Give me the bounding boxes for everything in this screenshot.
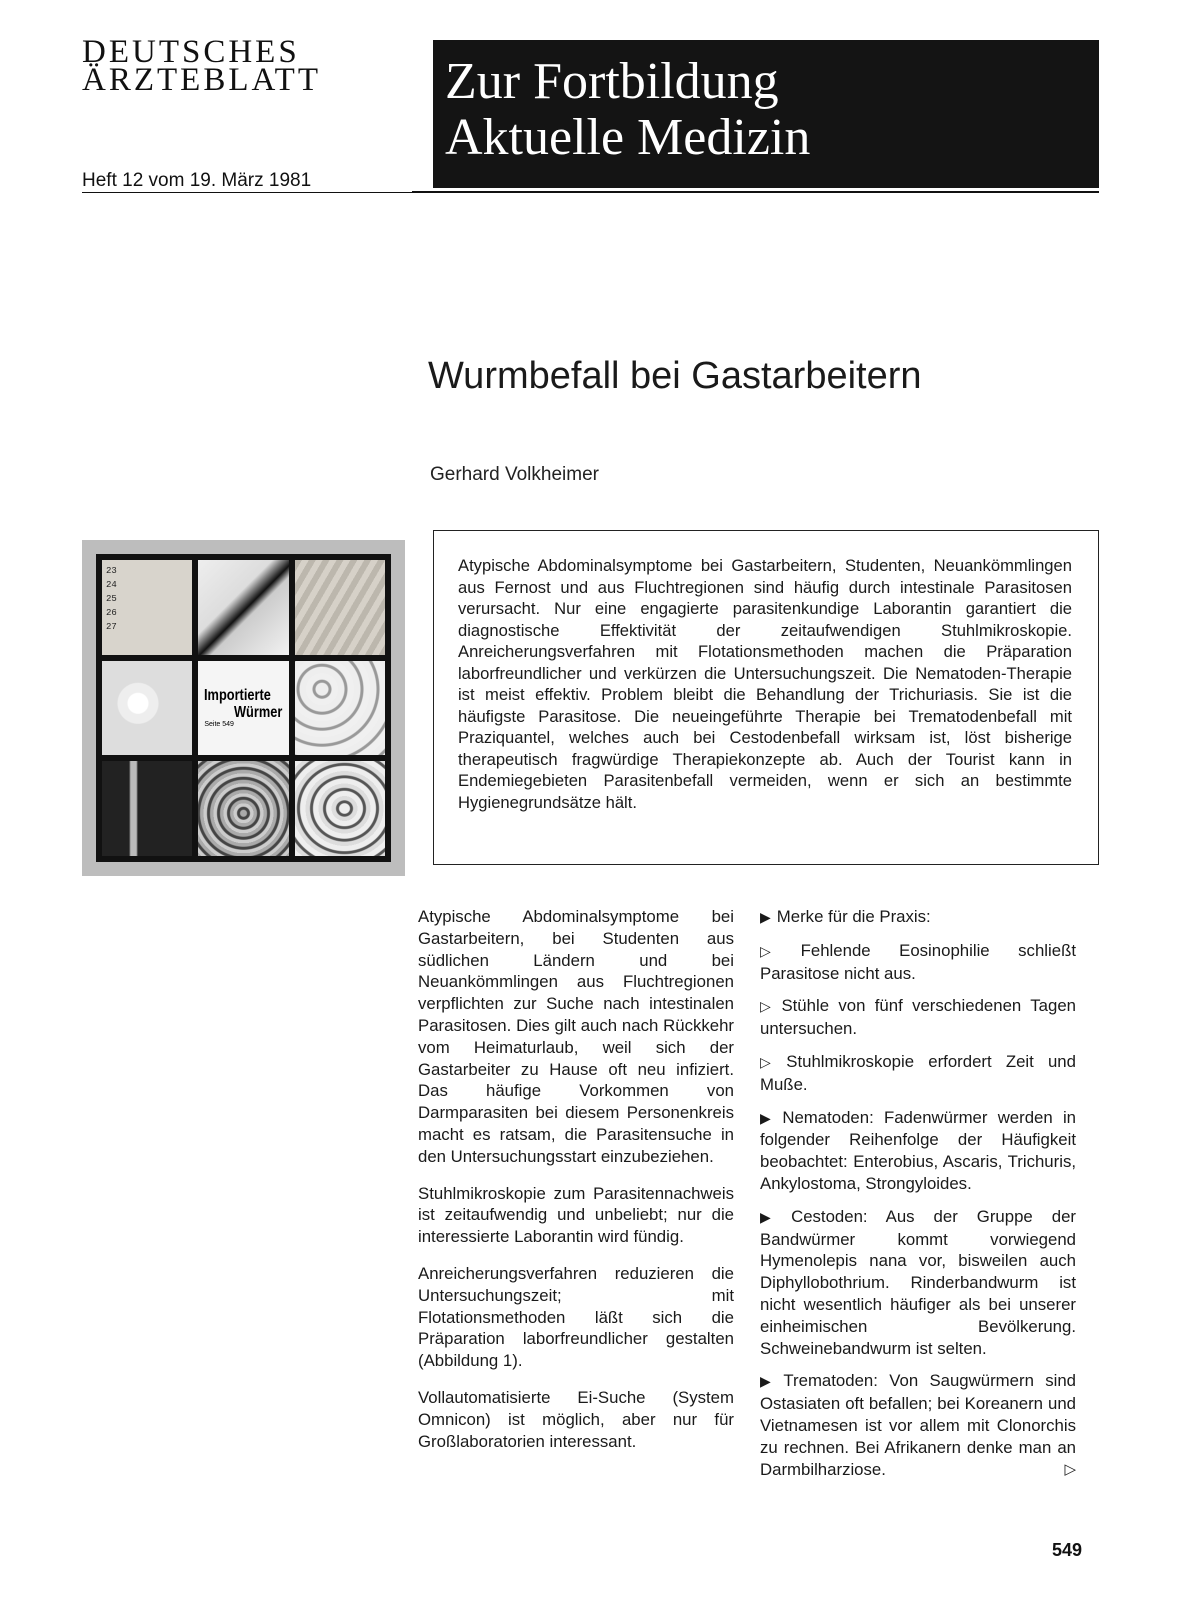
photo-tile-roundworms: [295, 761, 385, 856]
section-banner: [433, 40, 1099, 188]
list-item: [760, 906, 1076, 929]
list-item-text: Merke für die Praxis:: [776, 907, 931, 926]
page-number: 549: [1052, 1540, 1083, 1560]
list-item-text: Trematoden: Von Saugwürmern sind Ostasiaten oft befallen; bei Koreanern und Vietnamesen ist vor allem mit Clonorchis zu rechnen. Bei Afrikanern denke man an Darmbilharziose.: [760, 1371, 1076, 1479]
scale-label: 25: [106, 594, 117, 604]
list-item: [760, 940, 1076, 985]
masthead-line1: DEUTSCHES: [82, 34, 300, 70]
cover-title-tile: [198, 661, 288, 756]
list-item-text: Stühle von fünf verschiedenen Tagen untersuchen.: [760, 996, 1076, 1039]
list-item-text: Stuhlmikroskopie erfordert Zeit und Muße.: [760, 1051, 1076, 1094]
list-item-text: Nematoden: Fadenwürmer werden in folgender Reihenfolge der Häufigkeit beobachtet: Enterobius, Ascaris, Trichuris, Ankylostoma, Strongyloides.: [760, 1107, 1076, 1193]
filled-triangle-icon: ▶: [760, 1109, 777, 1126]
list-item: [760, 1107, 1076, 1195]
body-paragraph: Atypische Abdominalsymptome bei Gastarbeitern, bei Studenten aus südlichen Ländern und bei Neuankömmlingen aus Fluchtregionen verpflichten zur Suche nach intestinalen Parasitosen. Dies gilt auch nach Rückkehr vom Heimaturlaub, weil sich der Gastarbeiter zu Hause oft neu infiziert. Das häufige Vorkommen von Darmparasiten bei diesem Personenkreis macht es ratsam, die Parasitensuche in den Untersuchungsstart einzubeziehen.: [418, 907, 734, 1166]
banner-line2: Aktuelle Medizin: [445, 109, 811, 166]
article-title: Wurmbefall bei Gastarbeitern: [428, 355, 922, 397]
filled-triangle-icon: ▶: [760, 1208, 786, 1225]
masthead-line2: ÄRZTEBLATT: [82, 62, 321, 98]
filled-triangle-icon: ▶: [760, 909, 771, 925]
cover-page-ref: Seite 549: [204, 721, 234, 729]
list-item-text: Fehlende Eosinophilie schließt Parasitose nicht aus.: [760, 940, 1076, 983]
masthead: [82, 34, 402, 98]
photo-tile-worm: [198, 560, 288, 655]
photo-tile-coiled-worms: [198, 761, 288, 856]
list-item: [760, 1206, 1076, 1360]
issue-rule: [82, 192, 412, 193]
list-item: [760, 995, 1076, 1040]
outline-triangle-icon: ▷: [760, 942, 795, 959]
issue-date: Heft 12 vom 19. März 1981: [82, 170, 312, 191]
photo-tile-tapeworm: [102, 761, 192, 856]
scale-label: 26: [106, 608, 117, 618]
banner-line1: Zur Fortbildung: [445, 53, 779, 110]
body-paragraph: Anreicherungsverfahren reduzieren die Untersuchungszeit; mit Flotationsmethoden läßt sich die Präparation laborfreundlicher gestalten (Abbildung 1).: [418, 1263, 734, 1371]
photo-tile-microscopy: [102, 661, 192, 756]
photo-tile-texture: [295, 560, 385, 655]
scale-labels: [106, 564, 117, 634]
cover-title-line2: Würmer: [234, 704, 283, 722]
outline-triangle-icon: ▷: [760, 1053, 781, 1070]
list-item-text: Cestoden: Aus der Gruppe der Bandwürmer kommt vorwiegend Hymenolepis nana vor, bisweilen auch Diphyllobothrium. Rinderbandwurm ist nicht wesentlich häufiger als bei unserer einheimischen Bevölkerung. Schweinebandwurm ist selten.: [760, 1206, 1076, 1358]
list-item: [760, 1051, 1076, 1096]
body-paragraph: Vollautomatisierte Ei-Suche (System Omnicon) ist möglich, aber nur für Großlaboratorien interessant.: [418, 1387, 734, 1451]
header-rule: [412, 191, 1099, 193]
outline-triangle-icon: ▷: [760, 998, 776, 1015]
cover-image: [82, 540, 405, 876]
body-column-1: [418, 906, 734, 1467]
cover-title-line1: Importierte: [204, 687, 272, 705]
scale-label: 27: [106, 622, 117, 632]
scale-label: 23: [106, 566, 117, 576]
cover-photo-grid: [96, 554, 391, 862]
list-item: [760, 1370, 1076, 1480]
article-author: Gerhard Volkheimer: [430, 464, 599, 485]
abstract-box: Atypische Abdominalsymptome bei Gastarbeitern, Studenten, Neuankömmlingen aus Fernost und aus Fluchtregionen sind häufig durch intestinale Parasitosen verursacht. Nur eine engagierte parasitenkundige Laborantin garantiert die diagnostische Effektivität der zeitaufwendigen Stuhlmikroskopie. Anreicherungsverfahren mit Flotationsmethoden machen die Präparation laborfreundlicher und verkürzen die Untersuchungszeit. Die Nematoden-Therapie ist meist effektiv. Problem bleibt die Behandlung der Trichuriasis. Sie ist die häufigste Parasitose. Die neueingeführte Therapie bei Trematodenbefall mit Praziquantel, welches auch bei Cestodenbefall wirksam ist, löst bisherige therapeutisch fragwürdige Therapiekonzepte ab. Auch der Tourist kann in Endemiegebieten Parasitenbefall vermeiden, wenn er sich an bestimmte Hygienegrundsätze hält.: [433, 530, 1099, 865]
body-column-2: [760, 906, 1076, 1491]
photo-tile-segments: [295, 661, 385, 756]
continue-arrow-icon: ▷: [1064, 1460, 1076, 1478]
photo-tile-scale: [102, 560, 192, 655]
body-paragraph: Stuhlmikroskopie zum Parasitennachweis ist zeitaufwendig und unbeliebt; nur die interessierte Laborantin wird fündig.: [418, 1183, 734, 1247]
filled-triangle-icon: ▶: [760, 1373, 778, 1390]
scale-label: 24: [106, 580, 117, 590]
